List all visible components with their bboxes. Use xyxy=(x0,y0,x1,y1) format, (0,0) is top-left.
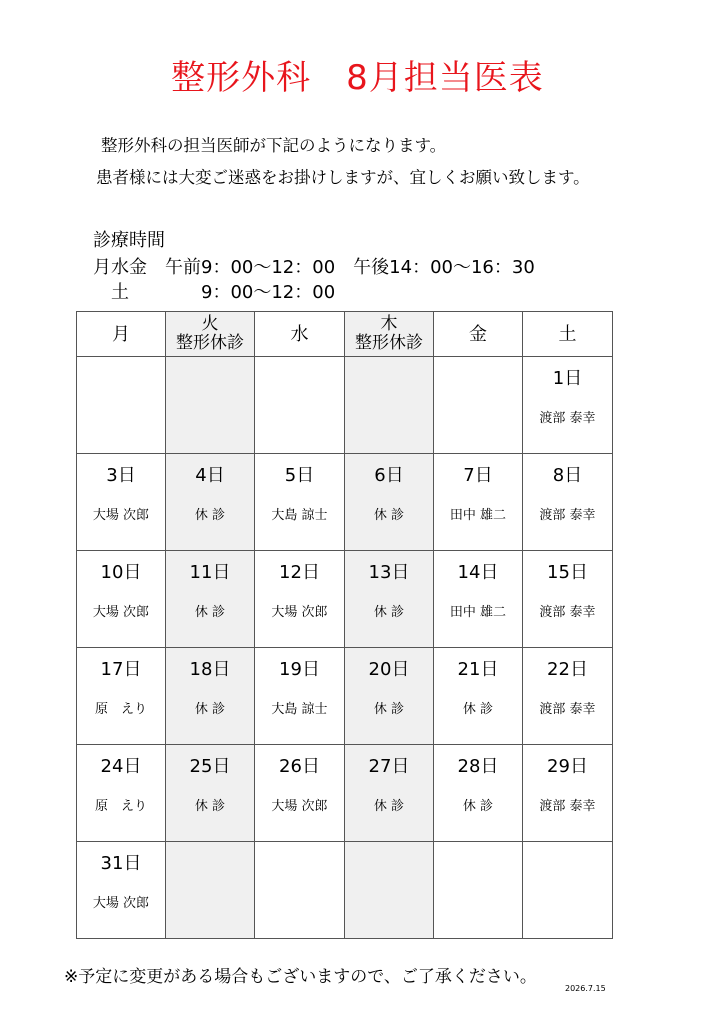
calendar-cell xyxy=(77,357,166,454)
calendar-cell xyxy=(166,745,255,842)
doctor-name: 渡部 泰幸 xyxy=(539,411,596,426)
doctor-name: 大場 次郎 xyxy=(92,605,150,620)
day-number: 22日 xyxy=(547,659,588,680)
day-number: 17日 xyxy=(100,659,142,680)
day-number: 1日 xyxy=(552,368,583,389)
day-number: 26日 xyxy=(279,756,320,777)
doctor-name: 休 診 xyxy=(194,605,226,620)
calendar-cell xyxy=(523,357,613,454)
calendar-cell xyxy=(523,745,613,842)
doctor-name: 休 診 xyxy=(194,702,226,717)
doctor-name: 休 診 xyxy=(194,508,226,523)
day-number: 15日 xyxy=(547,562,588,583)
header-friday: 金 xyxy=(434,312,523,357)
doctor-name: 休 診 xyxy=(373,508,405,523)
calendar-cell xyxy=(255,357,345,454)
doctor-name: 大場 次郎 xyxy=(271,799,328,814)
doctor-name: 大島 諒士 xyxy=(271,702,328,717)
calendar-cell xyxy=(77,842,166,939)
doctor-name: 大場 次郎 xyxy=(92,508,150,523)
week-row xyxy=(77,551,613,648)
header-saturday: 土 xyxy=(523,312,613,357)
doctor-name: 休 診 xyxy=(462,702,494,717)
calendar-cell xyxy=(523,842,613,939)
day-number: 27日 xyxy=(368,756,410,777)
doctor-name: 田中 雄二 xyxy=(449,508,507,523)
day-number: 6日 xyxy=(374,465,404,486)
header-wednesday: 水 xyxy=(255,312,345,357)
doctor-name: 大場 次郎 xyxy=(271,605,328,620)
calendar-cell xyxy=(255,648,345,745)
calendar-cell xyxy=(434,551,523,648)
doctor-name: 休 診 xyxy=(373,799,405,814)
intro-line-1: 整形外科の担当医師が下記のようになります。 xyxy=(101,136,447,155)
doctor-name: 渡部 泰幸 xyxy=(539,799,596,814)
calendar-cell xyxy=(77,551,166,648)
calendar-cell xyxy=(166,454,255,551)
calendar-cell xyxy=(434,745,523,842)
header-tuesday: 火 整形休診 xyxy=(166,312,255,357)
calendar-cell xyxy=(345,357,434,454)
calendar-cell xyxy=(166,648,255,745)
closed-note: 整形休診 xyxy=(176,333,244,353)
doctor-name: 休 診 xyxy=(373,605,405,620)
day-number: 20日 xyxy=(368,659,410,680)
doctor-name: 大島 諒士 xyxy=(271,508,328,523)
calendar-cell xyxy=(255,551,345,648)
doctor-name: 渡部 泰幸 xyxy=(539,508,596,523)
day-number: 19日 xyxy=(279,659,320,680)
calendar-cell xyxy=(345,745,434,842)
day-number: 24日 xyxy=(100,756,142,777)
page-title: 整形外科 8月担当医表 xyxy=(171,58,544,98)
doctor-name: 休 診 xyxy=(373,702,405,717)
calendar-cell xyxy=(523,648,613,745)
hours-saturday: 土 9：00～12：00 xyxy=(93,282,336,303)
calendar-cell xyxy=(523,454,613,551)
calendar-cell xyxy=(166,551,255,648)
day-number: 8日 xyxy=(552,465,583,486)
doctor-name: 原 えり xyxy=(94,799,147,814)
day-number: 28日 xyxy=(457,756,499,777)
calendar-cell xyxy=(523,551,613,648)
day-number: 12日 xyxy=(279,562,320,583)
day-number: 11日 xyxy=(189,562,231,583)
calendar-cell xyxy=(434,357,523,454)
week-row xyxy=(77,357,613,454)
calendar-cell xyxy=(77,454,166,551)
calendar-cell xyxy=(345,648,434,745)
day-number: 13日 xyxy=(368,562,410,583)
doctor-name: 渡部 泰幸 xyxy=(539,702,596,717)
closed-note: 整形休診 xyxy=(355,333,423,353)
calendar-cell xyxy=(255,745,345,842)
calendar-cell xyxy=(345,551,434,648)
day-number: 18日 xyxy=(189,659,231,680)
calendar-cell xyxy=(77,745,166,842)
week-row xyxy=(77,745,613,842)
doctor-name: 休 診 xyxy=(194,799,226,814)
day-number: 10日 xyxy=(100,562,142,583)
day-number: 14日 xyxy=(457,562,499,583)
day-number: 31日 xyxy=(100,853,142,874)
header-row xyxy=(77,312,613,357)
calendar-cell xyxy=(434,842,523,939)
footer-note: ※予定に変更がある場合もございますので、ご了承ください。 xyxy=(64,967,537,987)
day-number: 7日 xyxy=(463,465,493,486)
header-thursday: 木 整形休診 xyxy=(345,312,434,357)
calendar-cell xyxy=(77,648,166,745)
issue-date: 2026.7.15 xyxy=(565,984,606,993)
day-number: 25日 xyxy=(189,756,231,777)
intro-line-2: 患者様には大変ご迷惑をお掛けしますが、宜しくお願い致します。 xyxy=(96,168,590,187)
hours-heading: 診療時間 xyxy=(93,230,165,251)
hours-weekday: 月水金 午前9：00～12：00 午後14：00～16：30 xyxy=(93,257,535,278)
day-number: 4日 xyxy=(195,465,225,486)
week-row xyxy=(77,648,613,745)
day-number: 3日 xyxy=(106,465,136,486)
day-number: 29日 xyxy=(547,756,588,777)
week-row xyxy=(77,454,613,551)
doctor-name: 原 えり xyxy=(94,702,147,717)
calendar-cell xyxy=(255,454,345,551)
header-monday: 月 xyxy=(77,312,166,357)
calendar-cell xyxy=(434,454,523,551)
calendar-cell xyxy=(166,357,255,454)
calendar-cell xyxy=(345,454,434,551)
calendar-cell xyxy=(166,842,255,939)
calendar-cell xyxy=(255,842,345,939)
doctor-name: 大場 次郎 xyxy=(92,896,150,911)
day-number: 5日 xyxy=(284,465,315,486)
doctor-name: 田中 雄二 xyxy=(449,605,507,620)
doctor-name: 休 診 xyxy=(462,799,494,814)
week-row xyxy=(77,842,613,939)
schedule-table xyxy=(76,311,613,939)
day-number: 21日 xyxy=(457,659,499,680)
doctor-name: 渡部 泰幸 xyxy=(539,605,596,620)
calendar-cell xyxy=(345,842,434,939)
calendar-cell xyxy=(434,648,523,745)
